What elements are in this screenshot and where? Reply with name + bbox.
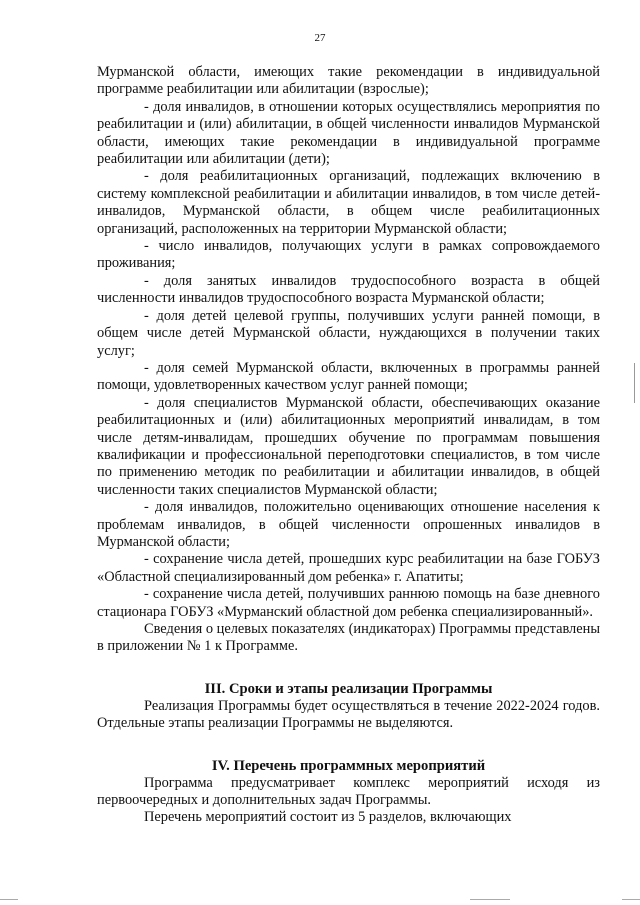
paragraph: - доля занятых инвалидов трудоспособного возраста в общей численности инвалидов трудоспособного возраста Мурманской области;: [97, 272, 600, 307]
paragraph: Реализация Программы будет осуществляться в течение 2022-2024 годов. Отдельные этапы реализации Программы не выделяются.: [97, 697, 600, 732]
section-heading-4: IV. Перечень программных мероприятий: [211, 757, 486, 774]
paragraph: Программа предусматривает комплекс мероприятий исходя из первоочередных и дополнительных задач Программы.: [97, 774, 600, 809]
scan-edge-mark: [470, 899, 510, 900]
document-body: [97, 64, 600, 827]
paragraph: - сохранение числа детей, получивших раннюю помощь на базе дневного стационара ГОБУЗ «Мурманский областной дом ребенка специализированный».: [97, 586, 600, 620]
paragraph: - доля инвалидов, в отношении которых осуществлялись мероприятия по реабилитации и (или) абилитации, в общей численности инвалидов Мурманской области, имеющих такие рекомендации в индивидуальной программе реабилитации или абилитации (дети);: [97, 98, 600, 168]
paragraph: - доля семей Мурманской области, включенных в программы ранней помощи, удовлетворенных качеством услуг ранней помощи;: [97, 359, 600, 394]
paragraph: Перечень мероприятий состоит из 5 разделов, включающих: [144, 809, 512, 826]
paragraph: Мурманской области, имеющих такие рекомендации в индивидуальной программе реабилитации или абилитации (взрослые);: [97, 64, 600, 98]
page-number: 27: [314, 32, 326, 44]
paragraph: - число инвалидов, получающих услуги в рамках сопровождаемого проживания;: [97, 238, 600, 272]
paragraph: - доля реабилитационных организаций, подлежащих включению в систему комплексной реабилитации и абилитации инвалидов, в том числе детей-инвалидов, Мурманской области, в общем числе реабилитационных организаций, расположенных на территории Мурманской области;: [97, 168, 600, 237]
paragraph: - доля специалистов Мурманской области, обеспечивающих оказание реабилитационных и (или) абилитационных мероприятий инвалидам, в том числе детям-инвалидам, прошедших обучение по программам повышения квалификации и профессиональной переподготовки специалистов, в том числе по применению методик по реабилитации и абилитации инвалидов, в общей численности таких специалистов Мурманской области;: [97, 394, 600, 498]
paragraph: - сохранение числа детей, прошедших курс реабилитации на базе ГОБУЗ «Областной специализированный дом ребенка» г. Апатиты;: [97, 551, 600, 585]
scan-edge-mark: [0, 899, 18, 900]
paragraph: - доля инвалидов, положительно оценивающих отношение населения к проблемам инвалидов, в общей численности опрошенных инвалидов в Мурманской области;: [97, 499, 600, 550]
section-heading-3: III. Сроки и этапы реализации Программы: [204, 680, 493, 697]
paragraph: - доля детей целевой группы, получивших услуги ранней помощи, в общем числе детей Мурманской области, нуждающихся в получении таких услуг;: [97, 307, 600, 359]
scan-edge-mark: [634, 363, 635, 403]
scan-edge-mark: [622, 899, 640, 900]
paragraph: Сведения о целевых показателях (индикаторах) Программы представлены в приложении № 1 к Программе.: [97, 621, 600, 655]
